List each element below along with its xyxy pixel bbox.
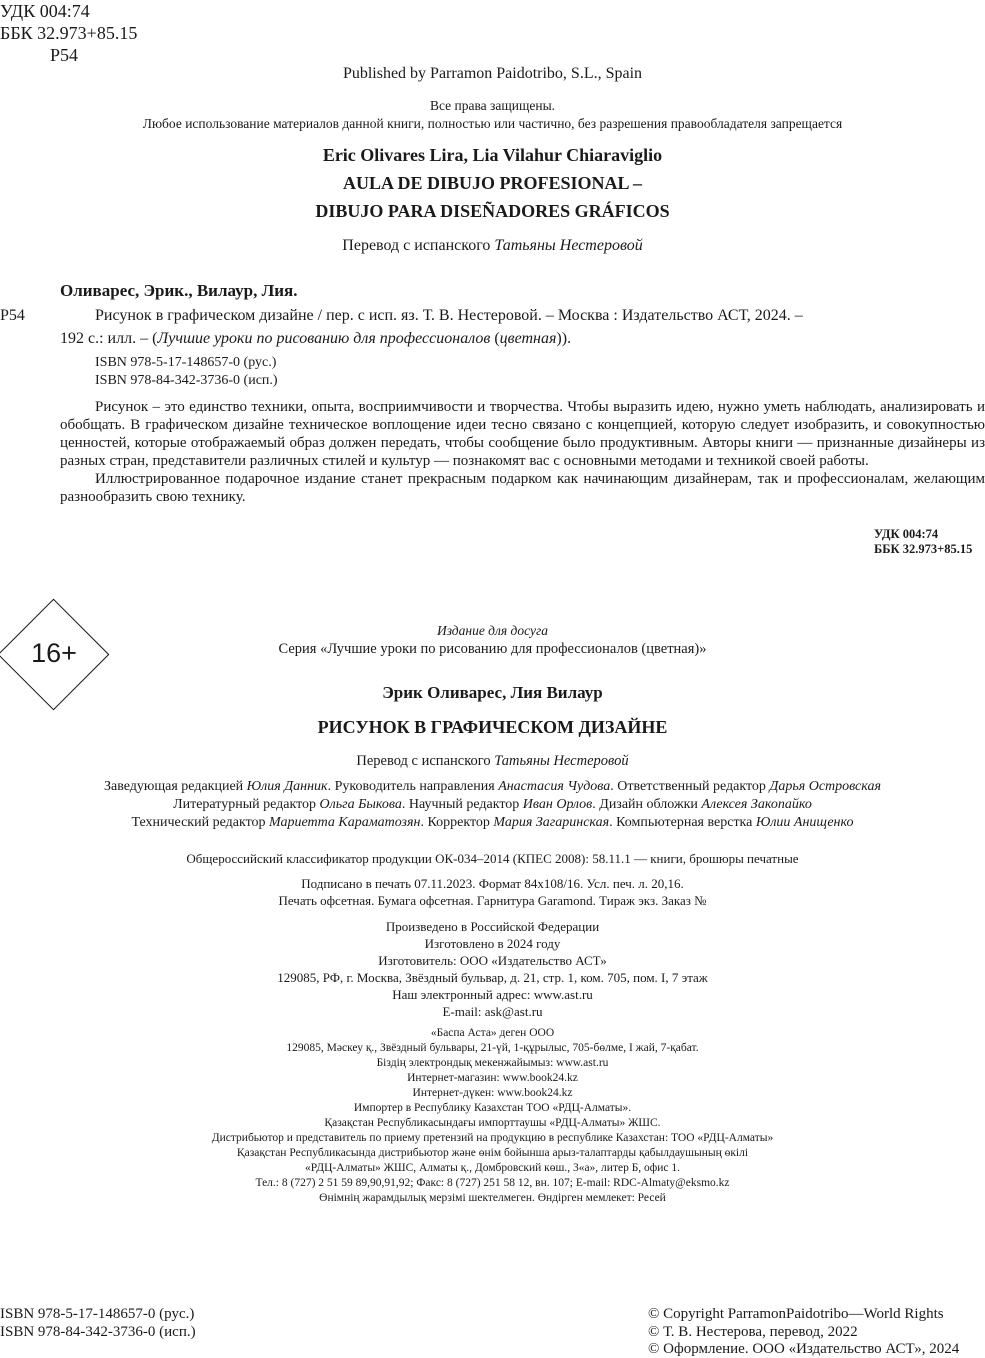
kz-line: 129085, Мәскеу қ., Звёздный бульвары, 21-үй, 1-құрылыс, 705-бөлме, I жай, 7-қабат. <box>286 1042 699 1054</box>
bbk-code-top: ББК 32.973+85.15 <box>0 23 138 43</box>
annotation-para-1: Рисунок – это единство техники, опыта, восприимчивости и творчества. Чтобы выразить идею, нужно уметь наблюдать, анализировать и обобщать. В графическом дизайне техническое воплощение идеи тесно связано с концепцией, которую следует изобразить, и совокупностью ценностей, которые отображаемый образ должен передать, чтобы сообщение было продуктивным. Авторы книги — признанные дизайнеры из разных стран, представители различных стилей и культур — познакомят вас с основными методами и техникой своей работы. <box>60 399 985 469</box>
kz-line: Біздің электрондық мекенжайымыз: www.ast.ru <box>376 1057 609 1069</box>
ru-translator: Татьяны Нестеровой <box>494 753 629 769</box>
print-info-1: Подписано в печать 07.11.2023. Формат 84х108/16. Усл. печ. л. 20,16. <box>301 876 684 891</box>
footer-isbn-ru: ISBN 978-5-17-148657-0 (рус.) <box>0 1306 195 1322</box>
manufacturer-line: Произведено в Российской Федерации <box>385 919 600 934</box>
kz-line: Тел.: 8 (727) 2 51 59 89,90,91,92; Факс: 8 (727) 251 58 12, вн. 107; E-mail: RDC-Almaty@eksmo.kz <box>255 1177 730 1189</box>
annotation-para-2: Иллюстрированное подарочное издание станет прекрасным подарком как начинающим дизайнерам, так и профессионалам, желающим разнообразить свою технику. <box>60 471 985 505</box>
catalog-code: Р54 <box>0 307 25 324</box>
translation-prefix: Перевод с испанского <box>342 237 495 254</box>
manufacturer-line: E-mail: ask@ast.ru <box>442 1004 543 1019</box>
kz-line: Өнімнің жарамдылық мерзімі шектелмеген. Өндірген мемлекет: Ресей <box>319 1192 666 1204</box>
catalog-udk: УДК 004:74 <box>874 527 939 541</box>
print-info-2: Печать офсетная. Бумага офсетная. Гарнитура Garamond. Тираж экз. Заказ № <box>278 893 707 908</box>
manufacturer-line: Изготовлено в 2024 году <box>424 936 561 951</box>
rights-line-1: Все права защищены. <box>429 98 556 113</box>
catalog-description-line-1: Рисунок в графическом дизайне / пер. с исп. яз. Т. В. Нестеровой. – Москва : Издательство АСТ, 2024. – <box>95 307 803 324</box>
original-authors: Eric Olivares Lira, Lia Vilahur Chiaraviglio <box>322 145 663 165</box>
manufacturer-line: Наш электронный адрес: www.ast.ru <box>392 987 593 1002</box>
catalog-isbn-ru: ISBN 978-5-17-148657-0 (рус.) <box>95 355 277 370</box>
series-line: Серия «Лучшие уроки по рисованию для профессионалов (цветная)» <box>278 641 707 657</box>
kz-line: Дистрибьютор и представитель по приему претензий на продукцию в республике Казахстан: ТОО «РДЦ-Алматы» <box>211 1132 774 1144</box>
author-mark-top: Р54 <box>50 45 79 65</box>
kz-line: Қазақстан Республикасында дистрибьютор және өнім бойынша арыз-талаптарды қабылдаушының өкілі <box>236 1147 749 1159</box>
copyright-2: © Т. В. Нестерова, перевод, 2022 <box>648 1324 858 1340</box>
credits-line-1: Заведующая редакцией Юлия Данник. Руководитель направления Анастасия Чудова. Ответственный редактор Дарья Островская <box>104 779 881 794</box>
udk-code-top: УДК 004:74 <box>0 1 90 21</box>
kz-line: Интернет-дүкен: www.book24.kz <box>412 1087 573 1099</box>
edition-type: Издание для досуга <box>436 623 549 638</box>
credits-line-3: Технический редактор Мариетта Караматозян. Корректор Мария Загаринская. Компьютерная верстка Юлии Анищенко <box>131 815 854 830</box>
translator-name: Татьяны Нестеровой <box>494 237 643 254</box>
catalog-description-line-2: 192 с.: илл. – (Лучшие уроки по рисованию для профессионалов (цветная)). <box>60 330 572 347</box>
ru-translation: Перевод с испанского Татьяны Нестеровой <box>356 753 629 769</box>
published-by: Published by Parramon Paidotribo, S.L., Spain <box>342 65 643 82</box>
ru-authors: Эрик Оливарес, Лия Вилаур <box>382 683 603 702</box>
kz-line: «РДЦ-Алматы» ЖШС, Алматы қ., Домбровский көш., 3«а», литер Б, офис 1. <box>304 1162 681 1174</box>
credits-line-2: Литературный редактор Ольга Быкова. Научный редактор Иван Орлов. Дизайн обложки Алексея Закопайко <box>173 797 812 812</box>
catalog-isbn-es: ISBN 978-84-342-3736-0 (исп.) <box>95 373 278 388</box>
series-name: Лучшие уроки по рисованию для профессионалов <box>157 330 491 347</box>
age-rating: 16+ <box>31 638 77 668</box>
kz-line: «Баспа Аста» деген ООО <box>430 1027 555 1039</box>
copyright-1: © Copyright ParramonPaidotribo—World Rights <box>648 1306 944 1322</box>
manufacturer-line: 129085, РФ, г. Москва, Звёздный бульвар, д. 21, стр. 1, ком. 705, пом. I, 7 этаж <box>277 970 708 985</box>
manufacturer-line: Изготовитель: ООО «Издательство АСТ» <box>378 953 607 968</box>
original-translation <box>0 236 985 256</box>
copyright-3: © Оформление. ООО «Издательство АСТ», 2024 <box>648 1341 960 1357</box>
kz-line: Интернет-магазин: www.book24.kz <box>407 1072 578 1084</box>
catalog-bbk: ББК 32.973+85.15 <box>874 542 973 556</box>
classifier: Общероссийский классификатор продукции ОК-034–2014 (КПЕС 2008): 58.11.1 — книги, брошюры печатные <box>186 851 799 866</box>
kz-line: Импортер в Республику Казахстан ТОО «РДЦ-Алматы». <box>353 1102 632 1114</box>
kz-line: Қазақстан Республикасындағы импорттаушы «РДЦ-Алматы» ЖШС. <box>324 1117 661 1129</box>
rights-line-2: Любое использование материалов данной книги, полностью или частично, без разрешения правообладателя запрещается <box>142 116 843 131</box>
original-title-2: DIBUJO PARA DISEÑADORES GRÁFICOS <box>315 201 670 221</box>
annotation <box>60 398 985 506</box>
footer-isbn-es: ISBN 978-84-342-3736-0 (исп.) <box>0 1324 196 1340</box>
ru-title: РИСУНОК В ГРАФИЧЕСКОМ ДИЗАЙНЕ <box>317 717 668 737</box>
catalog-heading: Оливарес, Эрик., Вилаур, Лия. <box>60 281 298 300</box>
original-title-1: AULA DE DIBUJO PROFESIONAL – <box>342 173 643 193</box>
